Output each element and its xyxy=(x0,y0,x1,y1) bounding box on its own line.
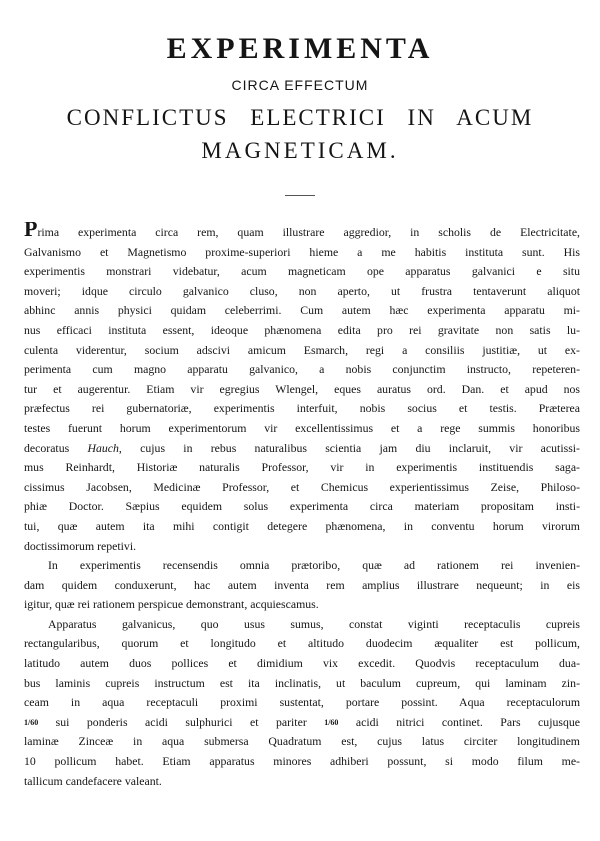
text-line: experimentis monstrari videbatur, acum magneticam ope apparatus galvanici e situ xyxy=(24,264,580,279)
text-line: culenta viderentur, socium adscivi amicum Esmarch, regi a consiliis justitiæ, ut ex- xyxy=(24,342,580,357)
text-span: , cujus in rebus naturalibus scientia jam diu inclaruit, vir acutissi- xyxy=(118,440,580,455)
text-line: rectangularibus, quorum et longitudo et altitudo duodecim æqualiter est pollicum, xyxy=(24,636,580,651)
title-line-3: CONFLICTUS ELECTRICI IN ACUM xyxy=(66,105,534,130)
text-line: nus efficaci instituta essent, ideoque phænomena edita pro rei gravitate non satis lu- xyxy=(24,322,580,337)
text-line: tur et augerentur. Etiam vir egregius Wlengel, eques auratus ord. Dan. et apud nos xyxy=(24,381,580,396)
title-line-4: MAGNETICAM. xyxy=(201,138,399,163)
text-span: acidi nitrici continet. Pars cujusque xyxy=(338,714,580,729)
text-line: Apparatus galvanicus, quo usus sumus, constat viginti receptaculis cupreis xyxy=(48,616,580,631)
title-block xyxy=(0,30,600,167)
text-line xyxy=(24,439,580,459)
text-line: tallicum candefacere valeant. xyxy=(24,773,162,788)
text-line: testes fuerunt horum experimentorum vir excellentissimus et a rege summis honoribus xyxy=(24,420,580,435)
text-line xyxy=(24,713,580,733)
body-text xyxy=(24,222,580,791)
paragraph-3 xyxy=(24,615,580,791)
fraction: 1/60 xyxy=(324,717,339,727)
text-line: tui, quæ autem ita mihi contigit detegere phænomena, in conventu horum virorum xyxy=(24,518,580,533)
text-line: ceam in aqua receptaculi proximi sustentat, portare possint. Aqua receptaculorum xyxy=(24,695,580,710)
text-line: latitudo autem duos pollices et dimidium vix excedit. Quodvis receptaculum dua- xyxy=(24,656,580,671)
text-line: 10 pollicum habet. Etiam apparatus minores adhiberi possunt, si modo filum me- xyxy=(24,754,580,769)
text-line: bus laminis cupreis instructum est ita inclinatis, ut baculum cupreum, qui laminam zin- xyxy=(24,675,580,690)
text-line xyxy=(24,222,580,243)
text-line: mus Reinhardt, Historiæ naturalis Professor, vir in experimentis instituendis saga- xyxy=(24,460,580,475)
text-line: præfectus rei gubernatoriæ, experimentis interfuit, nobis socius et testis. Præterea xyxy=(24,401,580,416)
text-line: abhinc annis physici quidam celeberrimi. Cum autem hæc experimenta apparatu mi- xyxy=(24,303,580,318)
text-span: sui ponderis acidi sulphurici et pariter xyxy=(38,714,325,729)
paragraph-2 xyxy=(24,556,580,615)
text-line: doctissimorum repetivi. xyxy=(24,538,137,553)
text-span: decoratus xyxy=(24,440,88,455)
text-line: phiæ Doctor. Sæpius equidem solus experimenta circa materiam propositam insti- xyxy=(24,499,580,514)
drop-cap: P xyxy=(24,222,38,241)
italic-name: Hauch xyxy=(87,440,119,455)
title-sub: CIRCA EFFECTUM xyxy=(231,77,369,93)
text-line: moveri; idque circulo galvanico cluso, non aperto, ut frustra tentaverunt aliquot xyxy=(24,283,580,298)
text-span: rima experimenta circa rem, quam illustrare aggredior, in scholis de Electricitate, xyxy=(37,225,580,239)
title-main: EXPERIMENTA xyxy=(166,32,434,65)
paragraph-1 xyxy=(24,222,580,556)
text-line: perimenta cum magno apparatu galvanico, a nobis conjunctim instructo, repeteren- xyxy=(24,362,580,377)
text-line: igitur, quæ rei rationem perspicue demonstrant, acquiescamus. xyxy=(24,597,319,612)
divider-rule xyxy=(285,195,315,196)
text-line: In experimentis recensendis omnia prætoribo, quæ ad rationem rei invenien- xyxy=(48,558,580,573)
fraction: 1/60 xyxy=(24,717,39,727)
text-line: cissimus Jacobsen, Medicinæ Professor, et Chemicus experientissimus Zeise, Philoso- xyxy=(24,479,580,494)
text-line: laminæ Zinceæ in aqua submersa Quadratum est, cujus latus circiter longitudinem xyxy=(24,734,580,749)
text-line: Galvanismo et Magnetismo proxime-superiori hieme a me habitis instituta sunt. His xyxy=(24,244,580,259)
text-line: dam quidem conduxerunt, hac autem inventa rem amplius illustrare nequeunt; in eis xyxy=(24,577,580,592)
